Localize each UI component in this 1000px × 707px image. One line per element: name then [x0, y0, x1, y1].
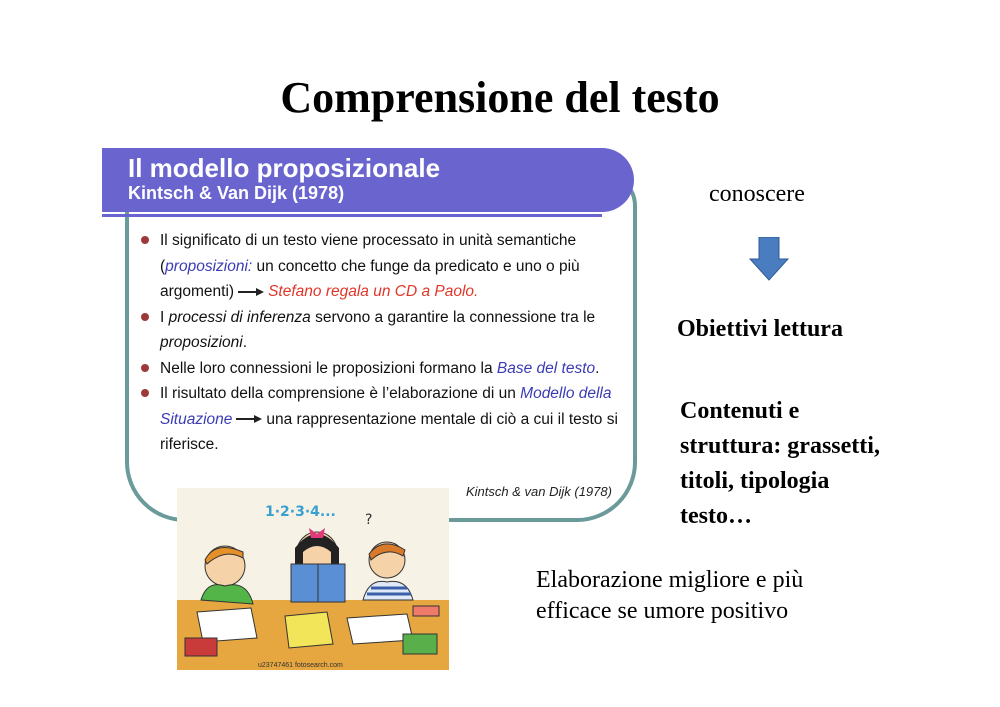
obiettivi-lettura-label: Obiettivi lettura: [677, 316, 843, 342]
reference-citation: Kintsch & van Dijk (1978): [466, 484, 612, 499]
header-underline: [102, 214, 602, 217]
bullet-text: Nelle loro connessioni le proposizioni formano la: [160, 359, 497, 377]
bullet-item-3: [140, 356, 620, 382]
bullet-text: .: [595, 359, 600, 377]
proposizioni-term: proposizioni:: [165, 257, 253, 275]
bullet-item-1: [140, 228, 620, 305]
base-testo-term: Base del testo: [496, 359, 596, 377]
inferenza-term: processi di inferenza: [168, 308, 311, 326]
example-sentence: Stefano regala un CD a Paolo.: [268, 283, 479, 300]
elaborazione-text: Elaborazione migliore e più efficace se umore positivo: [536, 567, 804, 624]
proposizioni-term-2: proposizioni: [160, 334, 243, 351]
slide-title: Comprensione del testo: [280, 73, 720, 122]
bullet-text: una rappresentazione mentale di ciò a cui il testo si riferisce.: [160, 410, 618, 453]
conoscere-label: conoscere: [709, 181, 805, 207]
svg-text:?: ?: [365, 512, 373, 528]
bullet-text: Il significato di un testo viene processato in unità semantiche (: [160, 232, 577, 275]
bullet-text: .: [242, 334, 248, 351]
arrow-right-icon: [238, 287, 264, 297]
bullet-text: I: [160, 308, 169, 326]
bullet-item-4: [140, 381, 620, 458]
picture-caption: u23747461 fotosearch.com: [258, 662, 343, 669]
bullet-list: [140, 228, 620, 458]
arrow-down-icon: [749, 237, 789, 281]
children-reading-illustration: [177, 488, 449, 670]
box-heading: Il modello proposizionale: [128, 153, 441, 183]
bullet-text: servono a garantire la connessione tra le: [310, 308, 596, 326]
contenuti-struttura-text: Contenuti e struttura: grassetti, titoli, tipologia testo…: [680, 398, 880, 529]
bullet-text: un concetto che funge da predicato e uno o più argomenti): [160, 257, 580, 300]
svg-text:1·2·3·4...: 1·2·3·4...: [265, 504, 336, 520]
bullet-item-2: [140, 305, 620, 356]
arrow-right-icon: [236, 414, 262, 424]
box-subheading: Kintsch & Van Dijk (1978): [128, 183, 345, 203]
modello-situazione-term: Modello della Situazione: [160, 385, 612, 428]
bullet-text: Il risultato della comprensione è l’elaborazione di un: [160, 385, 521, 402]
